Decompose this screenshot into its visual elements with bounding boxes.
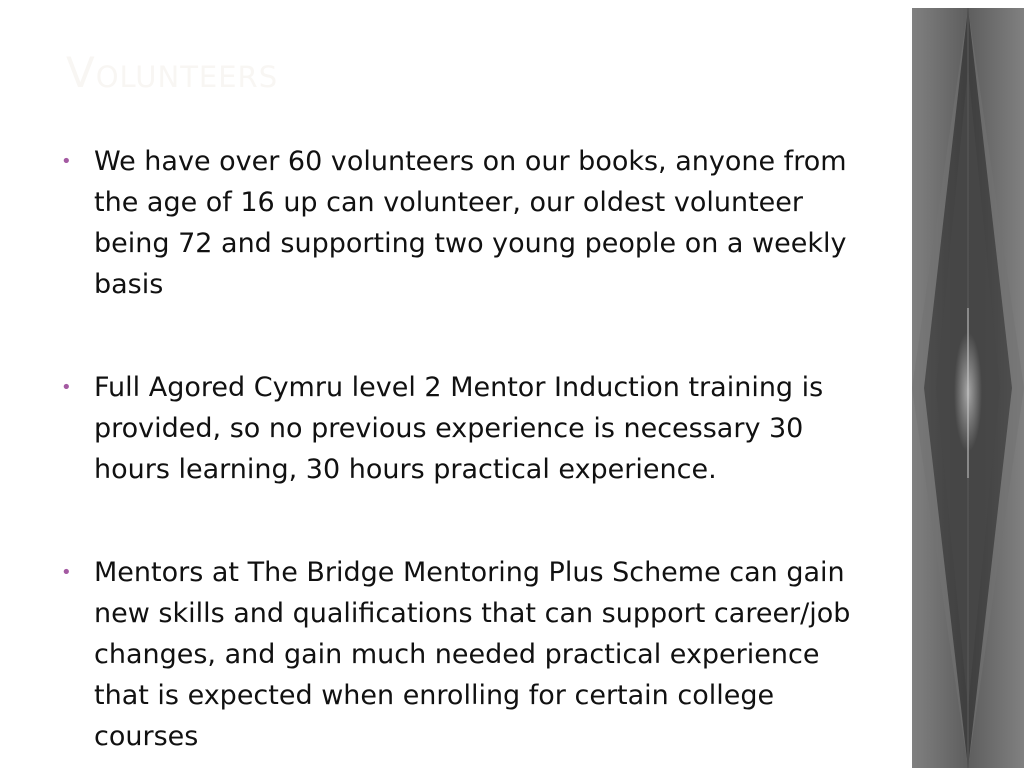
bullet-list [58, 141, 858, 768]
bullet-text: Mentors at The Bridge Mentoring Plus Scheme can gain new skills and qualifications that can support career/job changes, and gain much needed practical experience that is expected when enrolling for certain college courses [94, 557, 851, 752]
bullet-text: We have over 60 volunteers on our books, anyone from the age of 16 up can volunteer, our oldest volunteer being 72 and supporting two young people on a weekly basis [94, 146, 847, 300]
diamond-pattern-icon [912, 8, 1024, 768]
bullet-icon: • [61, 377, 72, 398]
decorative-side-panel [912, 8, 1024, 768]
bullet-item [58, 552, 858, 757]
bullet-icon: • [61, 151, 72, 172]
slide-title: Volunteers [66, 48, 279, 97]
bullet-item [58, 367, 858, 490]
bullet-icon: • [61, 562, 72, 583]
bullet-item [58, 141, 858, 305]
bullet-text: Full Agored Cymru level 2 Mentor Induction training is provided, so no previous experience is necessary 30 hours learning, 30 hours practical experience. [94, 372, 824, 485]
